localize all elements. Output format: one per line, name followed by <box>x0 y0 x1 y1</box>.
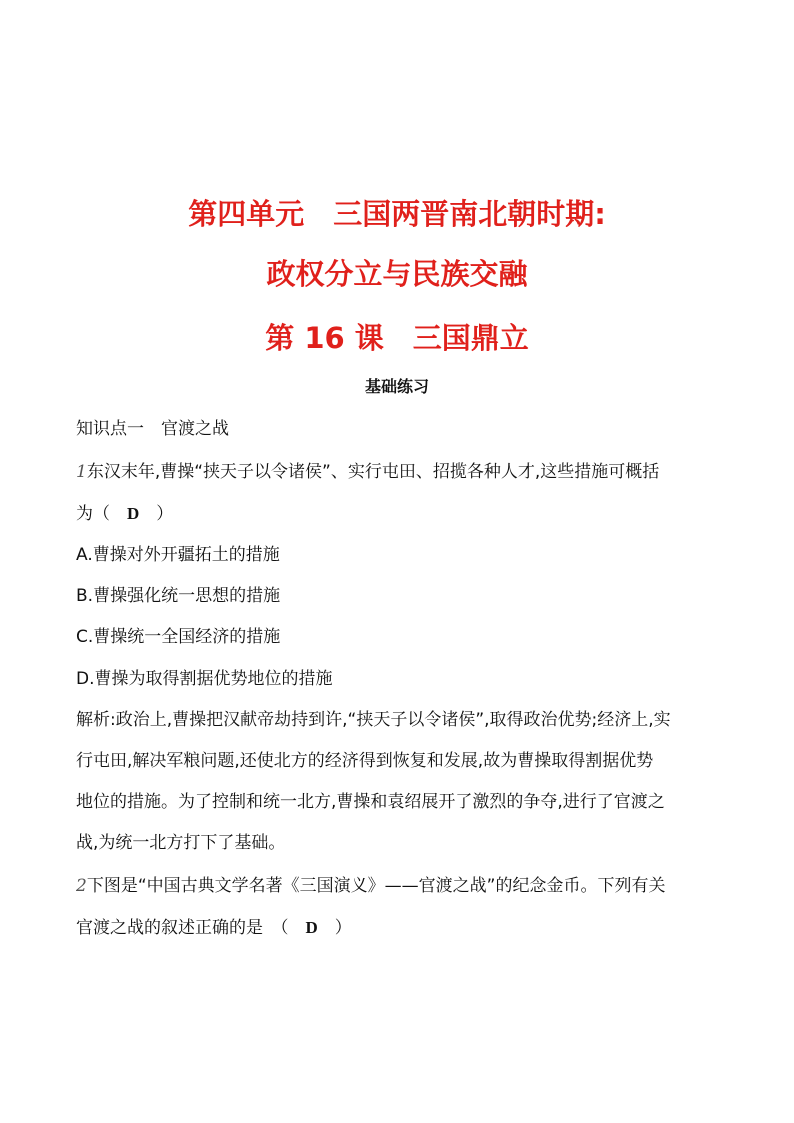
question-1-option-b: B.曹操强化统一思想的措施 <box>76 586 281 606</box>
question-1-option-a: A.曹操对外开疆拓土的措施 <box>76 545 280 565</box>
question-2-stem-prefix: 官渡之战的叙述正确的是 （ <box>76 918 306 938</box>
question-2-number: 2 <box>76 876 87 896</box>
question-2-answer: D <box>305 918 318 937</box>
section-heading: 基础练习 <box>364 377 429 396</box>
analysis-line: 解析:政治上,曹操把汉献帝劫持到许,“挟天子以令诸侯”,取得政治优势;经济上,实 <box>76 710 671 730</box>
question-1-option-c: C.曹操统一全国经济的措施 <box>76 627 281 647</box>
question-1-bracket-open: 为（ <box>76 504 127 524</box>
knowledge-point-heading: 知识点一 官渡之战 <box>76 419 229 439</box>
question-1-option-d: D.曹操为取得割据优势地位的措施 <box>76 669 333 689</box>
question-1-answer: D <box>127 504 140 523</box>
question-1-number: 1 <box>76 462 87 482</box>
question-1-stem-text: 东汉末年,曹操“挟天子以令诸侯”、实行屯田、招揽各种人才,这些措施可概括 <box>86 462 660 482</box>
question-2-stem-line2 <box>76 916 726 940</box>
question-2-stem-text: 下图是“中国古典文学名著《三国演义》——官渡之战”的纪念金币。下列有关 <box>86 876 666 896</box>
unit-subtitle: 政权分立与民族交融 <box>266 257 528 291</box>
question-2-bracket-close: ） <box>317 918 352 938</box>
question-1-stem-line1 <box>76 460 726 484</box>
analysis-line: 战,为统一北方打下了基础。 <box>76 833 286 853</box>
lesson-title: 第 16 课 三国鼎立 <box>265 321 529 355</box>
unit-title: 第四单元 三国两晋南北朝时期: <box>188 197 606 231</box>
question-1-bracket-close: ） <box>139 504 174 524</box>
question-1-stem-line2 <box>76 502 726 526</box>
question-2-stem-line1 <box>76 874 726 898</box>
analysis-line: 地位的措施。为了控制和统一北方,曹操和袁绍展开了激烈的争夺,进行了官渡之 <box>76 792 665 812</box>
analysis-line: 行屯田,解决军粮问题,还使北方的经济得到恢复和发展,故为曹操取得割据优势 <box>76 751 654 771</box>
